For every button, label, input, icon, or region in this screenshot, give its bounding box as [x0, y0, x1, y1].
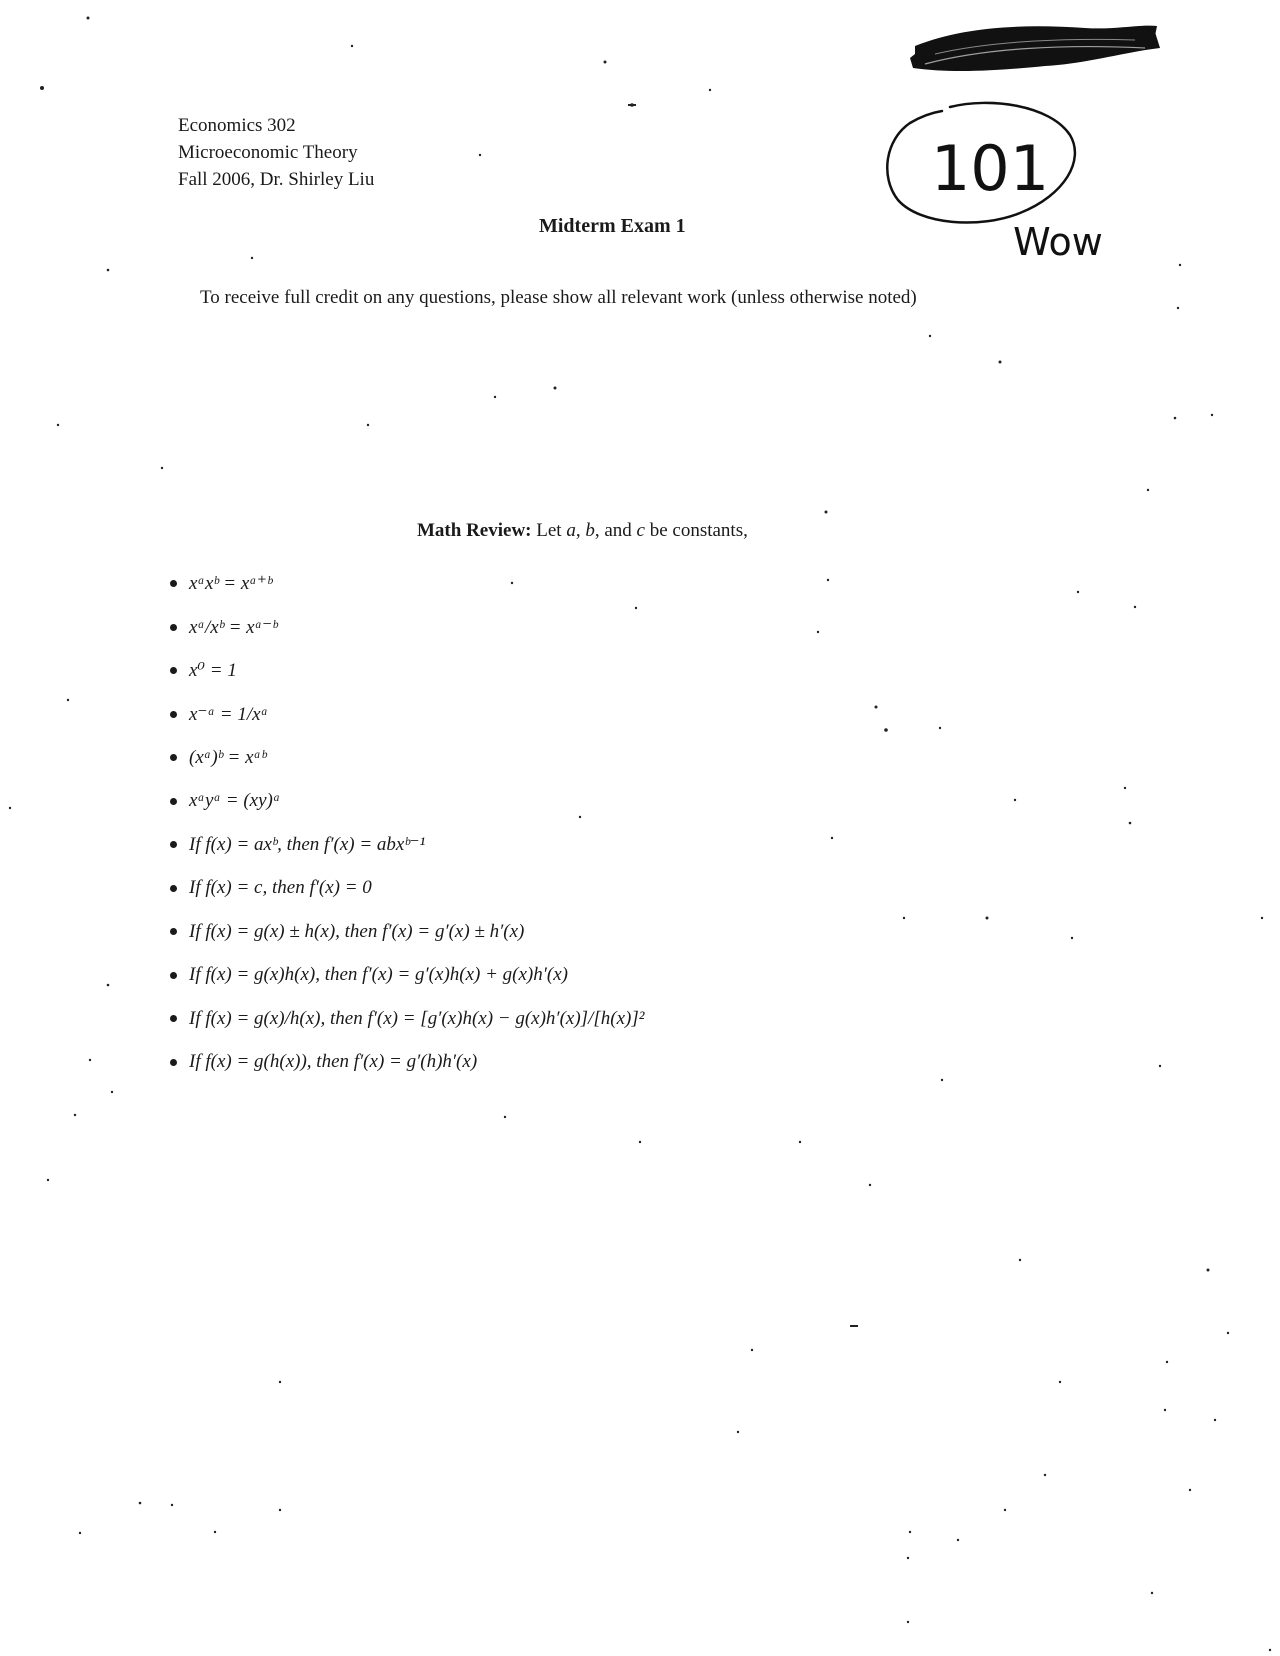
formula: If f(x) = g(x)h(x), then f′(x) = g′(x)h(x) + g(x)h′(x) — [189, 964, 569, 986]
handwritten-score — [880, 95, 1120, 270]
formula: If f(x) = g(h(x)), then f′(x) = g′(h)h′(x) — [189, 1051, 478, 1073]
list-item — [170, 997, 644, 1041]
const-b: b — [585, 520, 595, 541]
formula: x⁻ᵃ = 1/xᵃ — [189, 703, 269, 725]
list-item — [170, 910, 644, 954]
list-item — [170, 823, 644, 867]
bullet-icon — [170, 1015, 177, 1022]
formula: xᵃxᵇ = xᵃ⁺ᵇ — [189, 573, 273, 595]
list-item — [170, 606, 644, 650]
formula: (xᵃ)ᵇ = xᵃᵇ — [189, 746, 267, 768]
redaction-scribble — [905, 18, 1165, 78]
exam-title: Midterm Exam 1 — [539, 215, 686, 237]
formula: xᵃyᵃ = (xy)ᵃ — [189, 790, 281, 812]
bullet-icon — [170, 580, 177, 587]
list-item — [170, 954, 644, 998]
bullet-icon — [170, 667, 177, 674]
math-review-prefix: Let — [536, 520, 562, 541]
math-review-suffix: be constants, — [649, 520, 748, 541]
term-instructor: Fall 2006, Dr. Shirley Liu — [178, 169, 375, 190]
list-item — [170, 867, 644, 911]
formula-list — [170, 562, 644, 1084]
formula: x⁰ = 1 — [189, 660, 237, 682]
formula: If f(x) = g(x)/h(x), then f′(x) = [g′(x)h(x) − g(x)h′(x)]/[h(x)]² — [189, 1007, 645, 1029]
math-review-label: Math Review: — [417, 520, 532, 541]
bullet-icon — [170, 754, 177, 761]
course-header — [178, 112, 374, 193]
bullet-icon — [170, 798, 177, 805]
course-subject: Microeconomic Theory — [178, 142, 358, 163]
bullet-icon — [170, 1059, 177, 1066]
list-item — [170, 1041, 644, 1085]
bullet-icon — [170, 885, 177, 892]
const-a: a — [566, 520, 576, 541]
formula: If f(x) = axᵇ, then f′(x) = abxᵇ⁻¹ — [189, 834, 426, 856]
bullet-icon — [170, 624, 177, 631]
bullet-icon — [170, 972, 177, 979]
formula: If f(x) = g(x) ± h(x), then f′(x) = g′(x) ± h′(x) — [189, 920, 525, 942]
const-c: c — [636, 520, 645, 541]
bullet-icon — [170, 711, 177, 718]
sep2: , and — [594, 520, 632, 541]
list-item — [170, 693, 644, 737]
instructions: To receive full credit on any questions, please show all relevant work (unless otherwise noted) — [200, 287, 917, 308]
sep1: , — [575, 520, 581, 541]
score-value: 101 — [930, 132, 1050, 205]
bullet-icon — [170, 928, 177, 935]
score-comment: Wow — [1013, 220, 1103, 264]
formula: xᵃ/xᵇ = xᵃ⁻ᵇ — [189, 616, 278, 638]
list-item — [170, 736, 644, 780]
list-item — [170, 649, 644, 693]
list-item — [170, 780, 644, 824]
bullet-icon — [170, 841, 177, 848]
formula: If f(x) = c, then f′(x) = 0 — [189, 877, 372, 899]
course-name: Economics 302 — [178, 115, 296, 136]
math-review-heading — [417, 520, 748, 542]
list-item — [170, 562, 644, 606]
